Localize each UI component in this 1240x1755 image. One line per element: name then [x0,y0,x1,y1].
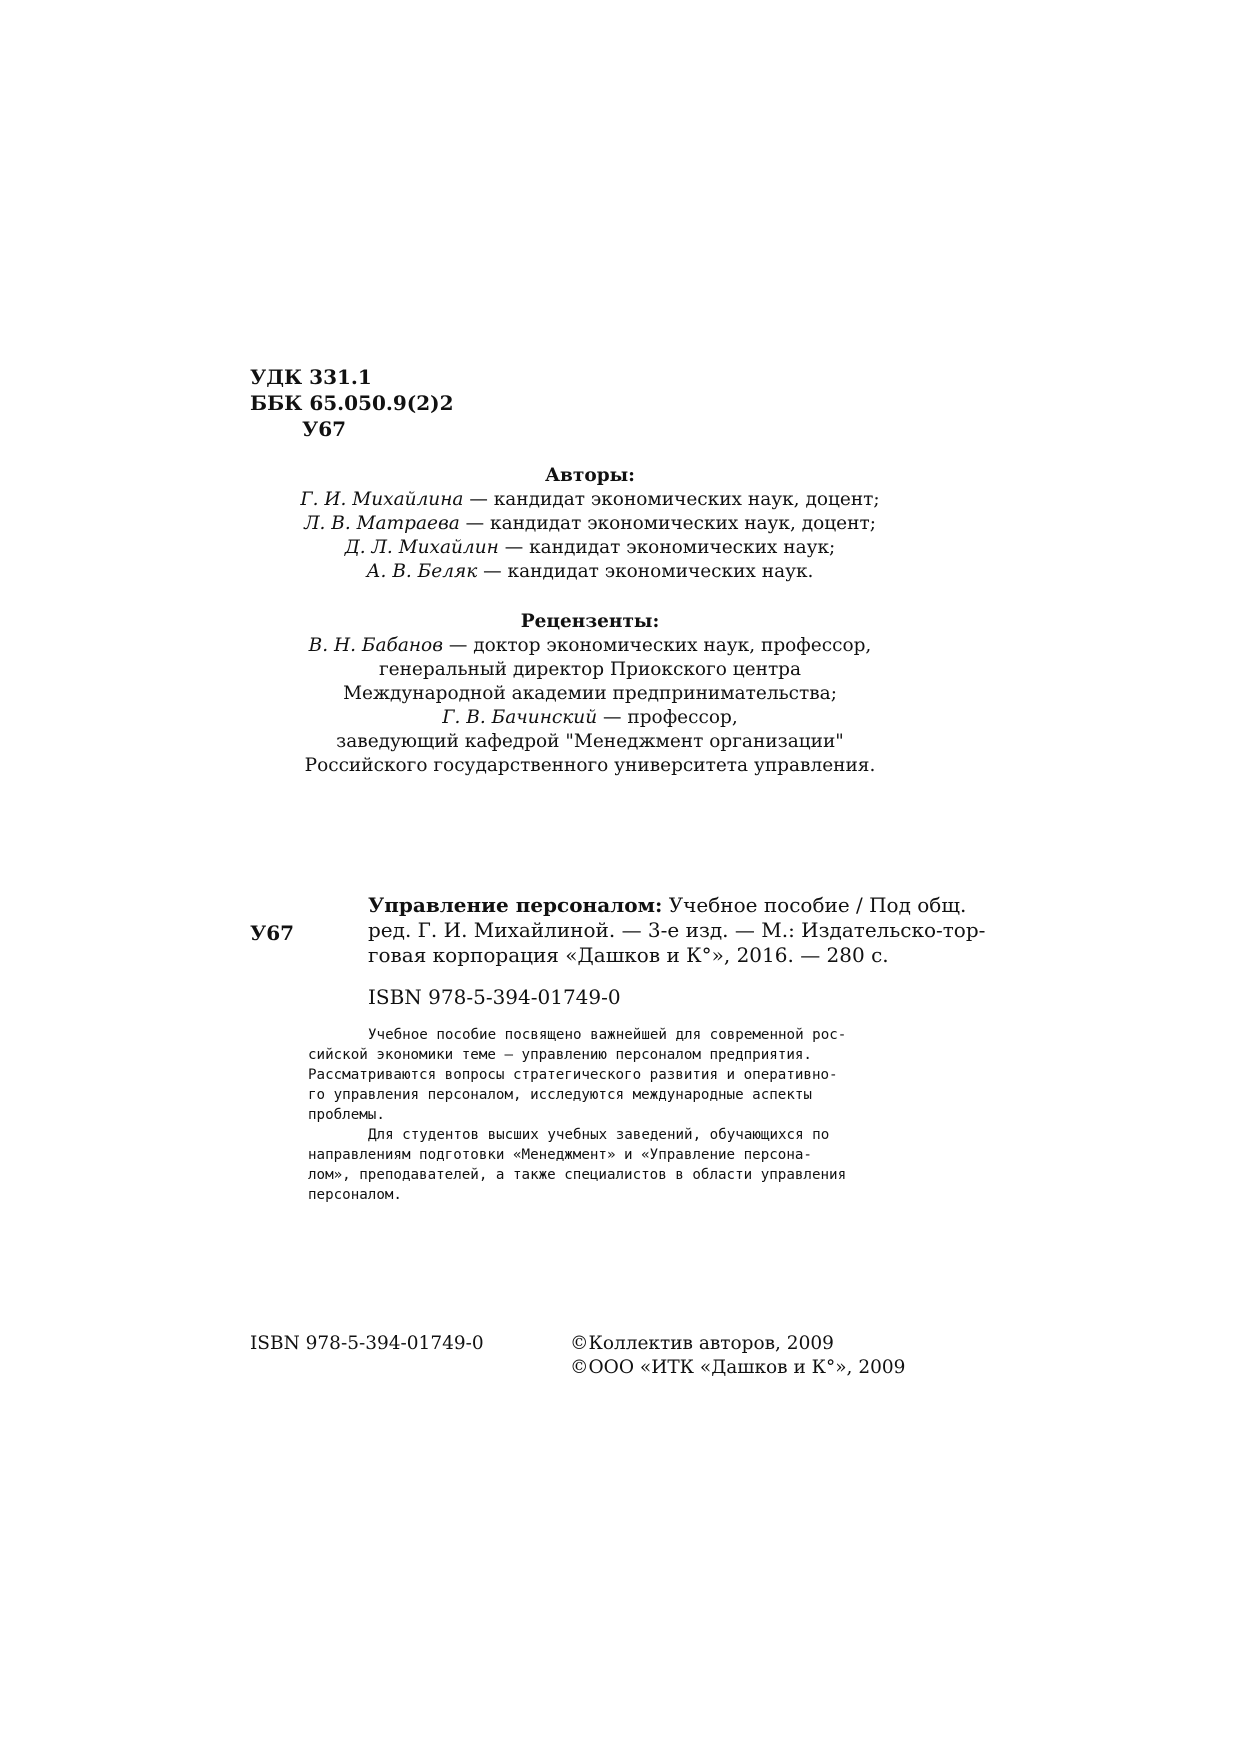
entry-line: говая корпорация «Дашков и К°», 2016. — 280 с. [368,943,889,967]
authors-heading: Авторы: [544,465,636,486]
annotation-line: проблемы. [308,1107,385,1123]
annotation-line: Рассматриваются вопросы стратегического развития и оперативно- [308,1067,838,1083]
reviewer-desc: — профессор, [597,707,738,728]
annotation-line: Учебное пособие посвящено важнейшей для современной рос- [368,1027,847,1043]
annotation-line: сийской экономики теме — управлению персоналом предприятия. [308,1047,812,1063]
copyright-publisher: ©ООО «ИТК «Дашков и К°», 2009 [570,1357,906,1378]
udk-code: УДК 331.1 [250,365,372,389]
author-name: Л. В. Матраева [304,513,460,534]
reviewer-line [250,634,930,658]
reviewers-section [250,610,930,778]
author-desc: — кандидат экономических наук; [498,537,836,558]
annotation-line: го управления персоналом, исследуются международные аспекты [308,1087,812,1103]
reviewer-line: Международной академии предпринимательства; [343,683,837,704]
author-line [250,536,930,560]
author-desc: — кандидат экономических наук, доцент; [459,513,876,534]
reviewer-line [250,706,930,730]
author-name: А. В. Беляк [366,561,478,582]
author-desc: — кандидат экономических наук. [477,561,814,582]
reviewer-line: Российского государственного университета управления. [304,755,876,776]
author-name: Г. И. Михайлина [300,489,464,510]
author-line [250,560,930,584]
annotation-line: персоналом. [308,1187,402,1203]
reviewer-desc: — доктор экономических наук, профессор, [442,635,872,656]
reviewer-line: генеральный директор Приокского центра [378,659,802,680]
author-desc: — кандидат экономических наук, доцент; [463,489,880,510]
reviewer-name: Г. В. Бачинский [442,707,598,728]
author-line [250,512,930,536]
reviewers-heading: Рецензенты: [520,611,660,632]
annotation [308,1025,934,1205]
annotation-line: лом», преподавателей, а также специалистов в области управления [308,1167,847,1183]
author-sign-code: У67 [302,417,347,441]
entry-line [368,893,967,918]
author-line [250,488,930,512]
authors-section [250,464,930,584]
entry-isbn: ISBN 978-5-394-01749-0 [368,985,621,1009]
entry-line: ред. Г. И. Михайлиной. — 3-е изд. — М.: Издательско-тор- [368,918,986,942]
bbk-code: ББК 65.050.9(2)2 [250,391,454,415]
annotation-line: Для студентов высших учебных заведений, обучающихся по [368,1127,830,1143]
entry-rest: Учебное пособие / Под общ. [662,893,967,917]
copyright-authors: ©Коллектив авторов, 2009 [570,1333,834,1354]
annotation-line: направлениям подготовки «Менеджмент» и «Управление персона- [308,1147,812,1163]
author-name: Д. Л. Михайлин [344,537,499,558]
reviewer-line: заведующий кафедрой "Менеджмент организации" [336,731,844,752]
reviewer-name: В. Н. Бабанов [308,635,443,656]
book-title: Управление персоналом: [368,893,663,917]
entry-code: У67 [250,921,295,945]
footer-isbn: ISBN 978-5-394-01749-0 [250,1333,484,1354]
bibliographic-entry [368,893,986,968]
